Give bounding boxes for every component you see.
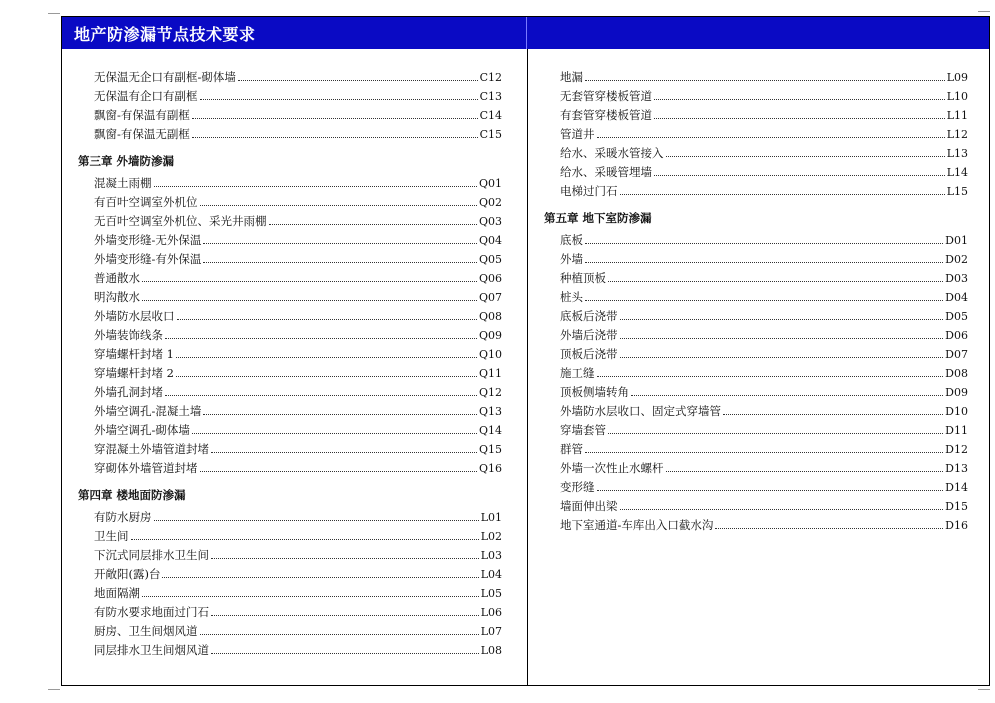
dot-leader — [176, 367, 477, 377]
dot-leader — [597, 367, 944, 377]
dot-leader — [211, 606, 479, 616]
toc-entry-code: D07 — [945, 348, 968, 361]
toc-entry[interactable] — [558, 270, 968, 289]
toc-entry-code: Q02 — [478, 196, 502, 209]
toc-entry[interactable] — [558, 145, 968, 164]
toc-entry-title: 外墙 — [560, 252, 583, 266]
toc-entry-code: C15 — [479, 128, 502, 141]
toc-entry[interactable] — [558, 441, 968, 460]
dot-leader — [723, 405, 943, 415]
toc-entry[interactable] — [558, 289, 968, 308]
dot-leader — [211, 443, 477, 453]
toc-entry-code: L07 — [480, 625, 502, 638]
dot-leader — [585, 253, 943, 263]
toc-entry-title: 顶板侧墙转角 — [560, 385, 629, 399]
toc-entry-code: Q11 — [478, 367, 502, 380]
right-column — [544, 69, 968, 536]
dot-leader — [585, 443, 943, 453]
toc-entry-code: L10 — [946, 90, 968, 103]
dot-leader — [597, 128, 945, 138]
dot-leader — [200, 625, 479, 635]
dot-leader — [203, 234, 477, 244]
toc-entry[interactable] — [92, 509, 502, 528]
toc-entry-title: 外墙空调孔-混凝土墙 — [94, 404, 202, 418]
dot-leader — [211, 549, 479, 559]
toc-entry[interactable] — [92, 384, 502, 403]
toc-entry-code: Q15 — [478, 443, 502, 456]
toc-entry-title: 有百叶空调室外机位 — [94, 195, 198, 209]
dot-leader — [192, 109, 478, 119]
toc-entry-code: L02 — [480, 530, 502, 543]
dot-leader — [165, 329, 477, 339]
toc-entry[interactable] — [92, 623, 502, 642]
toc-entry-code: L14 — [946, 166, 968, 179]
dot-leader — [666, 462, 944, 472]
toc-entry-title: 外墙孔洞封堵 — [94, 385, 163, 399]
toc-entry[interactable] — [92, 289, 502, 308]
left-column — [78, 69, 502, 661]
header-bar — [62, 17, 989, 49]
toc-entry[interactable] — [92, 69, 502, 88]
toc-entry-code: L11 — [946, 109, 968, 122]
toc-entry-code: D11 — [945, 424, 968, 437]
dot-leader — [585, 234, 943, 244]
dot-leader — [154, 177, 477, 187]
toc-entry-code: L13 — [946, 147, 968, 160]
toc-entry[interactable] — [92, 88, 502, 107]
dot-leader — [620, 348, 944, 358]
toc-entry-title: 飘窗-有保温无副框 — [94, 127, 190, 141]
chapter-heading-3: 第三章 外墙防渗漏 — [78, 154, 175, 168]
toc-entry-title: 外墙变形缝-有外保温 — [94, 252, 202, 266]
dot-leader — [142, 272, 477, 282]
toc-entry-code: Q06 — [478, 272, 502, 285]
dot-leader — [192, 424, 477, 434]
dot-leader — [154, 511, 479, 521]
toc-entry-code: D09 — [945, 386, 968, 399]
toc-entry[interactable] — [92, 642, 502, 661]
toc-entry-title: 给水、采暖水管接入 — [560, 146, 664, 160]
dot-leader — [200, 462, 477, 472]
toc-entry[interactable] — [558, 164, 968, 183]
toc-entry[interactable] — [558, 308, 968, 327]
toc-entry-title: 群管 — [560, 442, 583, 456]
dot-leader — [200, 196, 477, 206]
dot-leader — [238, 71, 478, 81]
toc-entry-title: 有防水要求地面过门石 — [94, 605, 209, 619]
toc-entry-title: 外墙空调孔-砌体墙 — [94, 423, 190, 437]
toc-entry[interactable] — [92, 604, 502, 623]
dot-leader — [654, 90, 945, 100]
toc-entry[interactable] — [92, 460, 502, 479]
toc-entry[interactable] — [558, 69, 968, 88]
toc-entry[interactable] — [92, 528, 502, 547]
toc-entry-title: 底板 — [560, 233, 583, 247]
toc-entry-code: D04 — [945, 291, 968, 304]
toc-entry-code: Q09 — [478, 329, 502, 342]
toc-entry-title: 顶板后浇带 — [560, 347, 618, 361]
toc-entry-title: 普通散水 — [94, 271, 140, 285]
dot-leader — [666, 147, 945, 157]
toc-entry-title: 无百叶空调室外机位、采光井雨棚 — [94, 214, 267, 228]
toc-entry-code: D06 — [945, 329, 968, 342]
toc-entry-code: C12 — [479, 71, 502, 84]
toc-entry[interactable] — [92, 194, 502, 213]
toc-entry[interactable] — [92, 213, 502, 232]
toc-entry[interactable] — [558, 107, 968, 126]
toc-entry-code: D01 — [945, 234, 968, 247]
toc-entry-code: Q16 — [478, 462, 502, 475]
toc-entry-title: 卫生间 — [94, 529, 129, 543]
toc-entry-code: Q10 — [478, 348, 502, 361]
toc-entry-title: 给水、采暖管埋墙 — [560, 165, 652, 179]
toc-entry-title: 管道井 — [560, 127, 595, 141]
toc-entry-title: 底板后浇带 — [560, 309, 618, 323]
toc-entry-title: 混凝土雨棚 — [94, 176, 152, 190]
toc-list — [78, 69, 502, 661]
toc-entry-title: 种植顶板 — [560, 271, 606, 285]
dot-leader — [585, 291, 943, 301]
toc-entry[interactable] — [92, 175, 502, 194]
toc-entry-code: Q07 — [478, 291, 502, 304]
toc-entry-title: 外墙后浇带 — [560, 328, 618, 342]
toc-entry-title: 地下室通道-车库出入口截水沟 — [560, 518, 714, 532]
toc-entry-code: L03 — [480, 549, 502, 562]
toc-entry[interactable] — [558, 460, 968, 479]
toc-entry[interactable] — [92, 308, 502, 327]
toc-entry-code: Q13 — [478, 405, 502, 418]
toc-entry-title: 外墙一次性止水螺杆 — [560, 461, 664, 475]
dot-leader — [620, 329, 944, 339]
toc-page-frame — [61, 16, 990, 686]
toc-entry-title: 明沟散水 — [94, 290, 140, 304]
toc-entry[interactable] — [558, 422, 968, 441]
toc-entry[interactable] — [92, 422, 502, 441]
toc-entry-code: Q08 — [478, 310, 502, 323]
dot-leader — [715, 519, 943, 529]
toc-entry[interactable] — [92, 566, 502, 585]
toc-entry-title: 无套管穿楼板管道 — [560, 89, 652, 103]
toc-entry-code: D12 — [945, 443, 968, 456]
dot-leader — [131, 530, 479, 540]
chapter-heading-4: 第四章 楼地面防渗漏 — [78, 488, 186, 502]
toc-entry-title: 开敞阳(露)台 — [94, 567, 161, 581]
dot-leader — [176, 348, 477, 358]
toc-entry-title: 电梯过门石 — [560, 184, 618, 198]
toc-entry-code: D05 — [945, 310, 968, 323]
dot-leader — [620, 310, 944, 320]
toc-entry-code: L12 — [946, 128, 968, 141]
toc-entry-code: D14 — [945, 481, 968, 494]
toc-entry-code: L01 — [480, 511, 502, 524]
toc-entry-title: 穿墙套管 — [560, 423, 606, 437]
toc-entry[interactable] — [92, 270, 502, 289]
dot-leader — [654, 109, 945, 119]
toc-entry[interactable] — [558, 365, 968, 384]
toc-list — [544, 69, 968, 536]
toc-entry[interactable] — [92, 403, 502, 422]
toc-entry-title: 外墙防水层收口 — [94, 309, 175, 323]
toc-entry[interactable] — [92, 365, 502, 384]
dot-leader — [162, 568, 478, 578]
page-title: 地产防渗漏节点技术要求 — [74, 24, 256, 44]
toc-entry-code: Q04 — [478, 234, 502, 247]
dot-leader — [585, 71, 945, 81]
column-divider — [527, 49, 528, 685]
toc-entry-code: Q03 — [478, 215, 502, 228]
toc-entry[interactable] — [558, 327, 968, 346]
toc-entry-title: 穿墙螺杆封堵 1 — [94, 347, 174, 361]
toc-entry[interactable] — [558, 517, 968, 536]
toc-entry-code: Q12 — [478, 386, 502, 399]
toc-entry-code: Q01 — [478, 177, 502, 190]
dot-leader — [200, 90, 478, 100]
toc-entry-code: D10 — [945, 405, 968, 418]
dot-leader — [620, 500, 944, 510]
dot-leader — [654, 166, 945, 176]
toc-entry-title: 穿混凝土外墙管道封堵 — [94, 442, 209, 456]
toc-entry[interactable] — [558, 479, 968, 498]
toc-entry[interactable] — [92, 232, 502, 251]
toc-entry-title: 外墙变形缝-无外保温 — [94, 233, 202, 247]
toc-entry-title: 同层排水卫生间烟风道 — [94, 643, 209, 657]
dot-leader — [192, 128, 478, 138]
dot-leader — [177, 310, 477, 320]
toc-entry-title: 变形缝 — [560, 480, 595, 494]
toc-entry-title: 外墙防水层收口、固定式穿墙管 — [560, 404, 721, 418]
toc-entry-code: Q14 — [478, 424, 502, 437]
dot-leader — [597, 481, 944, 491]
toc-entry[interactable] — [558, 126, 968, 145]
toc-entry-title: 下沉式同层排水卫生间 — [94, 548, 209, 562]
toc-entry-code: C14 — [479, 109, 502, 122]
crop-mark-bottom-right — [978, 689, 990, 690]
toc-entry-title: 施工缝 — [560, 366, 595, 380]
header-left-cell — [62, 17, 527, 49]
toc-entry-code: L15 — [946, 185, 968, 198]
toc-entry-code: L04 — [480, 568, 502, 581]
toc-entry[interactable] — [558, 183, 968, 202]
toc-entry-title: 穿墙螺杆封堵 2 — [94, 366, 174, 380]
toc-entry-title: 地漏 — [560, 70, 583, 84]
dot-leader — [203, 253, 477, 263]
crop-mark-top-left — [48, 13, 60, 14]
dot-leader — [631, 386, 943, 396]
toc-entry-code: D03 — [945, 272, 968, 285]
dot-leader — [608, 272, 943, 282]
toc-entry-code: Q05 — [478, 253, 502, 266]
toc-entry[interactable] — [558, 88, 968, 107]
toc-entry[interactable] — [558, 403, 968, 422]
toc-entry-code: D15 — [945, 500, 968, 513]
toc-entry-code: L06 — [480, 606, 502, 619]
toc-entry-code: L09 — [946, 71, 968, 84]
dot-leader — [211, 644, 479, 654]
toc-entry[interactable] — [92, 251, 502, 270]
toc-entry-title: 穿砌体外墙管道封堵 — [94, 461, 198, 475]
toc-entry-title: 无保温无企口有副框-砌体墙 — [94, 70, 236, 84]
toc-entry-code: D13 — [945, 462, 968, 475]
dot-leader — [165, 386, 477, 396]
dot-leader — [203, 405, 477, 415]
toc-entry[interactable] — [92, 126, 502, 145]
toc-entry[interactable] — [558, 232, 968, 251]
dot-leader — [620, 185, 945, 195]
toc-entry[interactable] — [92, 585, 502, 604]
toc-entry[interactable] — [558, 251, 968, 270]
toc-entry-code: D02 — [945, 253, 968, 266]
toc-entry-code: D16 — [945, 519, 968, 532]
toc-entry[interactable] — [558, 346, 968, 365]
toc-entry[interactable] — [92, 346, 502, 365]
toc-entry-title: 墙面伸出梁 — [560, 499, 618, 513]
dot-leader — [142, 587, 479, 597]
toc-entry-code: C13 — [479, 90, 502, 103]
toc-entry-title: 无保温有企口有副框 — [94, 89, 198, 103]
toc-entry-title: 厨房、卫生间烟风道 — [94, 624, 198, 638]
chapter-heading-5: 第五章 地下室防渗漏 — [544, 211, 652, 225]
crop-mark-top-right — [978, 11, 990, 12]
toc-entry-title: 外墙装饰线条 — [94, 328, 163, 342]
dot-leader — [269, 215, 477, 225]
toc-entry-code: L08 — [480, 644, 502, 657]
dot-leader — [142, 291, 477, 301]
toc-entry[interactable] — [92, 547, 502, 566]
crop-mark-bottom-left — [48, 689, 60, 690]
toc-entry-title: 地面隔潮 — [94, 586, 140, 600]
toc-entry-title: 有防水厨房 — [94, 510, 152, 524]
dot-leader — [608, 424, 943, 434]
toc-entry-title: 有套管穿楼板管道 — [560, 108, 652, 122]
toc-entry-code: D08 — [945, 367, 968, 380]
toc-entry-title: 飘窗-有保温有副框 — [94, 108, 190, 122]
toc-entry[interactable] — [558, 498, 968, 517]
toc-entry[interactable] — [92, 441, 502, 460]
toc-entry[interactable] — [92, 327, 502, 346]
toc-entry[interactable] — [92, 107, 502, 126]
toc-entry-code: L05 — [480, 587, 502, 600]
toc-entry-title: 桩头 — [560, 290, 583, 304]
toc-entry[interactable] — [558, 384, 968, 403]
